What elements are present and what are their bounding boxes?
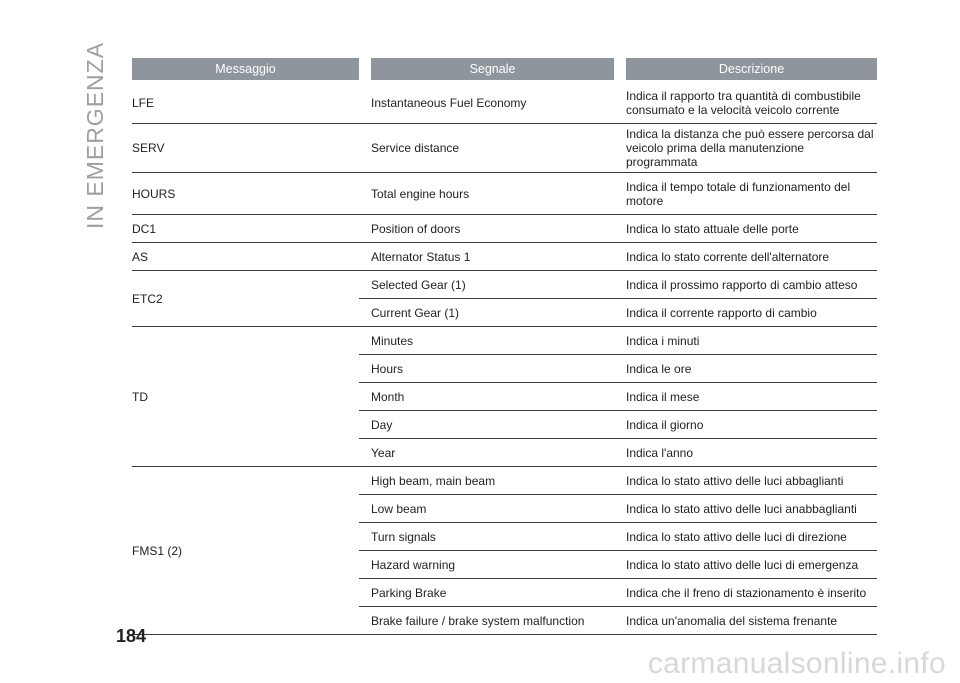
cell-signal: Brake failure / brake system malfunction — [359, 607, 614, 635]
cell-description: Indica l'anno — [614, 439, 877, 467]
cell-description: Indica il corrente rapporto di cambio — [614, 299, 877, 327]
signals-table — [132, 58, 877, 635]
cell-description: Indica lo stato attivo delle luci di direzione — [614, 523, 877, 551]
header-segnale: Segnale — [359, 58, 614, 82]
cell-message: ETC2 — [132, 271, 359, 327]
cell-signal: Low beam — [359, 495, 614, 523]
cell-signal: Position of doors — [359, 215, 614, 243]
section-title-text: IN EMERGENZA — [82, 41, 109, 229]
cell-signal: Year — [359, 439, 614, 467]
cell-description: Indica il rapporto tra quantità di combustibile consumato e la velocità veicolo corrente — [614, 82, 877, 124]
table-row — [132, 271, 877, 299]
watermark: carmanualsonline.info — [647, 647, 946, 680]
cell-signal: Parking Brake — [359, 579, 614, 607]
cell-description: Indica lo stato attivo delle luci di emergenza — [614, 551, 877, 579]
cell-message: AS — [132, 243, 359, 271]
cell-message: TD — [132, 327, 359, 467]
cell-signal: Selected Gear (1) — [359, 271, 614, 299]
page-number: 184 — [116, 626, 147, 646]
cell-signal: Day — [359, 411, 614, 439]
cell-signal: Minutes — [359, 327, 614, 355]
header-row — [132, 58, 877, 82]
table-row — [132, 124, 877, 173]
cell-signal: Total engine hours — [359, 173, 614, 215]
cell-description: Indica il mese — [614, 383, 877, 411]
table-body — [132, 82, 877, 635]
cell-description: Indica che il freno di stazionamento è inserito — [614, 579, 877, 607]
cell-message: SERV — [132, 124, 359, 173]
table-row — [132, 327, 877, 355]
table-row — [132, 243, 877, 271]
cell-signal: Hazard warning — [359, 551, 614, 579]
table-header — [132, 58, 877, 82]
cell-description: Indica la distanza che può essere percorsa dal veicolo prima della manutenzione programmata — [614, 124, 877, 173]
table-row — [132, 82, 877, 124]
cell-description: Indica lo stato attuale delle porte — [614, 215, 877, 243]
section-title — [80, 41, 112, 229]
cell-description: Indica il prossimo rapporto di cambio atteso — [614, 271, 877, 299]
cell-message: DC1 — [132, 215, 359, 243]
cell-description: Indica i minuti — [614, 327, 877, 355]
cell-description: Indica il giorno — [614, 411, 877, 439]
table-row — [132, 215, 877, 243]
cell-message: FMS1 (2) — [132, 467, 359, 635]
cell-description: Indica lo stato attivo delle luci abbaglianti — [614, 467, 877, 495]
cell-signal: Current Gear (1) — [359, 299, 614, 327]
header-descrizione: Descrizione — [614, 58, 877, 82]
table-row — [132, 173, 877, 215]
cell-signal: Service distance — [359, 124, 614, 173]
cell-signal: Instantaneous Fuel Economy — [359, 82, 614, 124]
cell-description: Indica le ore — [614, 355, 877, 383]
header-messaggio: Messaggio — [132, 58, 359, 82]
cell-signal: High beam, main beam — [359, 467, 614, 495]
cell-description: Indica un'anomalia del sistema frenante — [614, 607, 877, 635]
cell-description: Indica il tempo totale di funzionamento del motore — [614, 173, 877, 215]
cell-message: HOURS — [132, 173, 359, 215]
cell-message: LFE — [132, 82, 359, 124]
cell-description: Indica lo stato attivo delle luci anabbaglianti — [614, 495, 877, 523]
cell-signal: Turn signals — [359, 523, 614, 551]
cell-signal: Hours — [359, 355, 614, 383]
cell-description: Indica lo stato corrente dell'alternatore — [614, 243, 877, 271]
table-row — [132, 467, 877, 495]
cell-signal: Month — [359, 383, 614, 411]
cell-signal: Alternator Status 1 — [359, 243, 614, 271]
